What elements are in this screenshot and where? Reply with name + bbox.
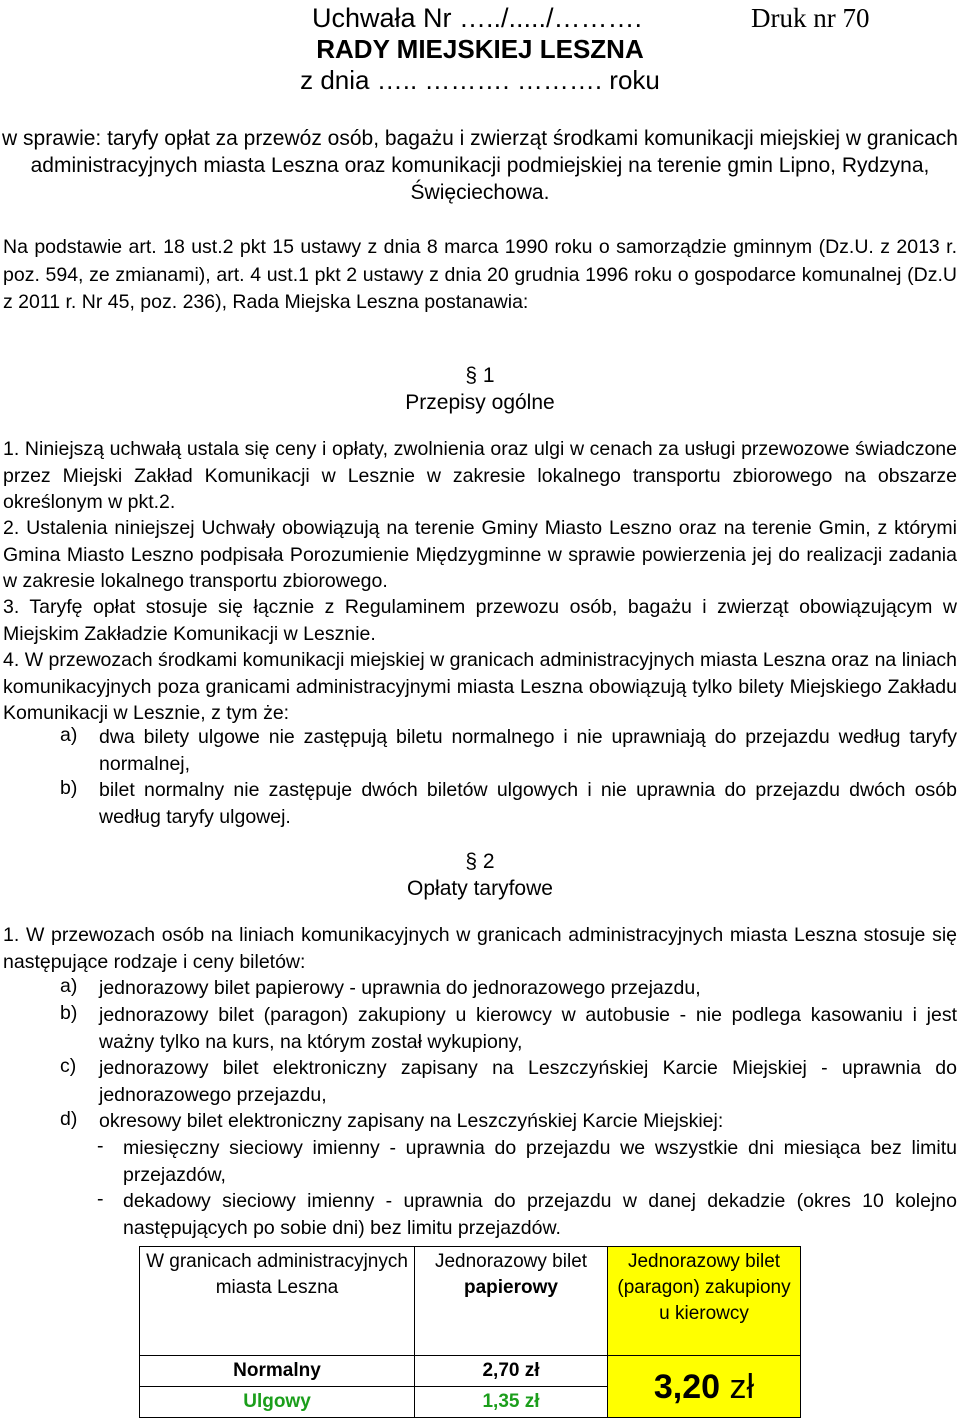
section-2-title: Opłaty taryfowe (407, 877, 553, 900)
fare-table-header-row (140, 1247, 801, 1356)
section-1-item-b (60, 777, 957, 830)
paragraph-text: 1. W przewozach osób na liniach komunikacyjnych w granicach administracyjnych miasta Leszna stosuje się następujące rodzaje i ceny biletów: (3, 924, 957, 973)
driver-ticket-price-cell (608, 1356, 801, 1418)
section-1-paragraph-3 (3, 594, 957, 647)
fare-row-normal (140, 1356, 801, 1387)
resolution-subject: w sprawie: taryfy opłat za przewóz osób, bagażu i zwierząt środkami komunikacji miejskiej w granicach administracyjnych miasta Leszna oraz komunikacji podmiejskiej na terenie gmin Lipno, Rydzyna, Święciechowa. (2, 127, 958, 204)
section-1-paragraph-2 (3, 515, 957, 595)
item-text: dwa bilety ulgowe nie zastępują biletu normalnego i nie uprawniają do przejazdu według taryfy normalnej, (99, 726, 957, 775)
header-driver-ticket-cell: Jednorazowy bilet (paragon) zakupiony u kierowcy (608, 1247, 801, 1356)
reduced-fare-label: Ulgowy (140, 1387, 415, 1418)
header-area-cell: W granicach administracyjnych miasta Leszna (140, 1247, 415, 1356)
section-2-item-d (60, 1108, 957, 1135)
item-label: b) (60, 777, 78, 799)
section-1-title: Przepisy ogólne (405, 391, 555, 414)
section-2-item-a (60, 975, 957, 1002)
section-2-item-b (60, 1002, 957, 1055)
normal-fare-paper-price: 2,70 zł (415, 1356, 608, 1387)
fare-table (139, 1246, 801, 1418)
item-label: b) (60, 1002, 78, 1024)
council-name: RADY MIEJSKIEJ LESZNA (316, 34, 644, 64)
section-1-paragraph-4 (3, 647, 957, 727)
dash-label: - (97, 1135, 104, 1157)
item-text: miesięczny sieciowy imienny - uprawnia do przejazdu we wszystkie dni miesiąca bez limitu przejazdów, (123, 1137, 957, 1186)
section-1-number: § 1 (465, 364, 495, 387)
item-text: bilet normalny nie zastępuje dwóch biletów ulgowych i nie uprawnia do przejazdu dwóch osób według taryfy ulgowej. (99, 779, 957, 828)
item-text: jednorazowy bilet papierowy - uprawnia do jednorazowego przejazdu, (99, 977, 701, 999)
section-2-item-d-decade (97, 1188, 957, 1241)
section-1-item-a (60, 724, 957, 777)
section-1-paragraph-1 (3, 436, 957, 516)
item-label: d) (60, 1108, 78, 1130)
driver-ticket-currency: zł (729, 1367, 755, 1406)
item-label: a) (60, 975, 78, 997)
resolution-date: z dnia ….. ………. ………. roku (300, 65, 660, 95)
document-header (0, 2, 960, 98)
paragraph-text: 4. W przewozach środkami komunikacji miejskiej w granicach administracyjnych miasta Leszna oraz na liniach komunikacyjnych poza granicami administracyjnymi miasta Leszna obowiązują tylko bilety Miejskiego Zakładu Komunikacji w Lesznie, z tym że: (3, 649, 957, 724)
item-text: okresowy bilet elektroniczny zapisany na Leszczyńskiej Karcie Miejskiej: (99, 1110, 724, 1132)
print-number: Druk nr 70 (751, 3, 870, 33)
header-paper-ticket-cell (415, 1247, 608, 1356)
paragraph-text: 2. Ustalenia niniejszej Uchwały obowiązują na terenie Gminy Miasto Leszno oraz na terenie Gmin, z którymi Gmina Miasto Leszno podpisała Porozumienie Międzygminne w sprawie powierzenia jej do realizacji zadania w zakresie lokalnego transportu zbiorowego. (3, 517, 957, 592)
item-text: jednorazowy bilet (paragon) zakupiony u kierowcy w autobusie - nie podlega kasowaniu i jest ważny tylko na kurs, na którym został wykupiony, (99, 1004, 957, 1053)
item-label: a) (60, 724, 78, 746)
paragraph-text: 1. Niniejszą uchwałą ustala się ceny i opłaty, zwolnienia oraz ulgi w cenach za usługi przewozowe świadczone przez Miejski Zakład Komunikacji w Lesznie w zakresie lokalnego transportu zbiorowego na obszarze określonym w pkt.2. (3, 438, 957, 513)
section-2-item-d-monthly (97, 1135, 957, 1188)
normal-fare-label: Normalny (140, 1356, 415, 1387)
section-2-number: § 2 (465, 850, 495, 873)
paragraph-text: 3. Taryfę opłat stosuje się łącznie z Regulaminem przewozu osób, bagażu i zwierząt obowiązującym w Miejskim Zakładzie Komunikacji w Lesznie. (3, 596, 957, 645)
item-text: dekadowy sieciowy imienny - uprawnia do przejazdu w danej dekadzie (okres 10 kolejno następujących po sobie dni) bez limitu przejazdów. (123, 1190, 957, 1239)
dash-label: - (97, 1188, 104, 1210)
header-paper-line1: Jednorazowy bilet (434, 1251, 588, 1272)
section-2-item-c (60, 1055, 957, 1108)
resolution-number: Uchwała Nr …../...../………. (312, 3, 643, 33)
reduced-fare-paper-price: 1,35 zł (415, 1387, 608, 1418)
driver-ticket-price: 3,20 (653, 1367, 721, 1406)
section-2-paragraph-1 (3, 922, 957, 975)
item-text: jednorazowy bilet elektroniczny zapisany na Leszczyńskiej Karcie Miejskiej - uprawnia do jednorazowego przejazdu, (99, 1057, 957, 1106)
item-label: c) (60, 1055, 77, 1077)
header-paper-line2: papierowy (464, 1277, 558, 1298)
legal-basis: Na podstawie art. 18 ust.2 pkt 15 ustawy z dnia 8 marca 1990 roku o samorządzie gminnym (Dz.U. z 2013 r. poz. 594, ze zmianami), art. 4 ust.1 pkt 2 ustawy z dnia 20 grudnia 1996 roku o gospodarce komunalnej (Dz.U z 2011 r. Nr 45, poz. 236), Rada Miejska Leszna postanawia: (3, 236, 957, 313)
